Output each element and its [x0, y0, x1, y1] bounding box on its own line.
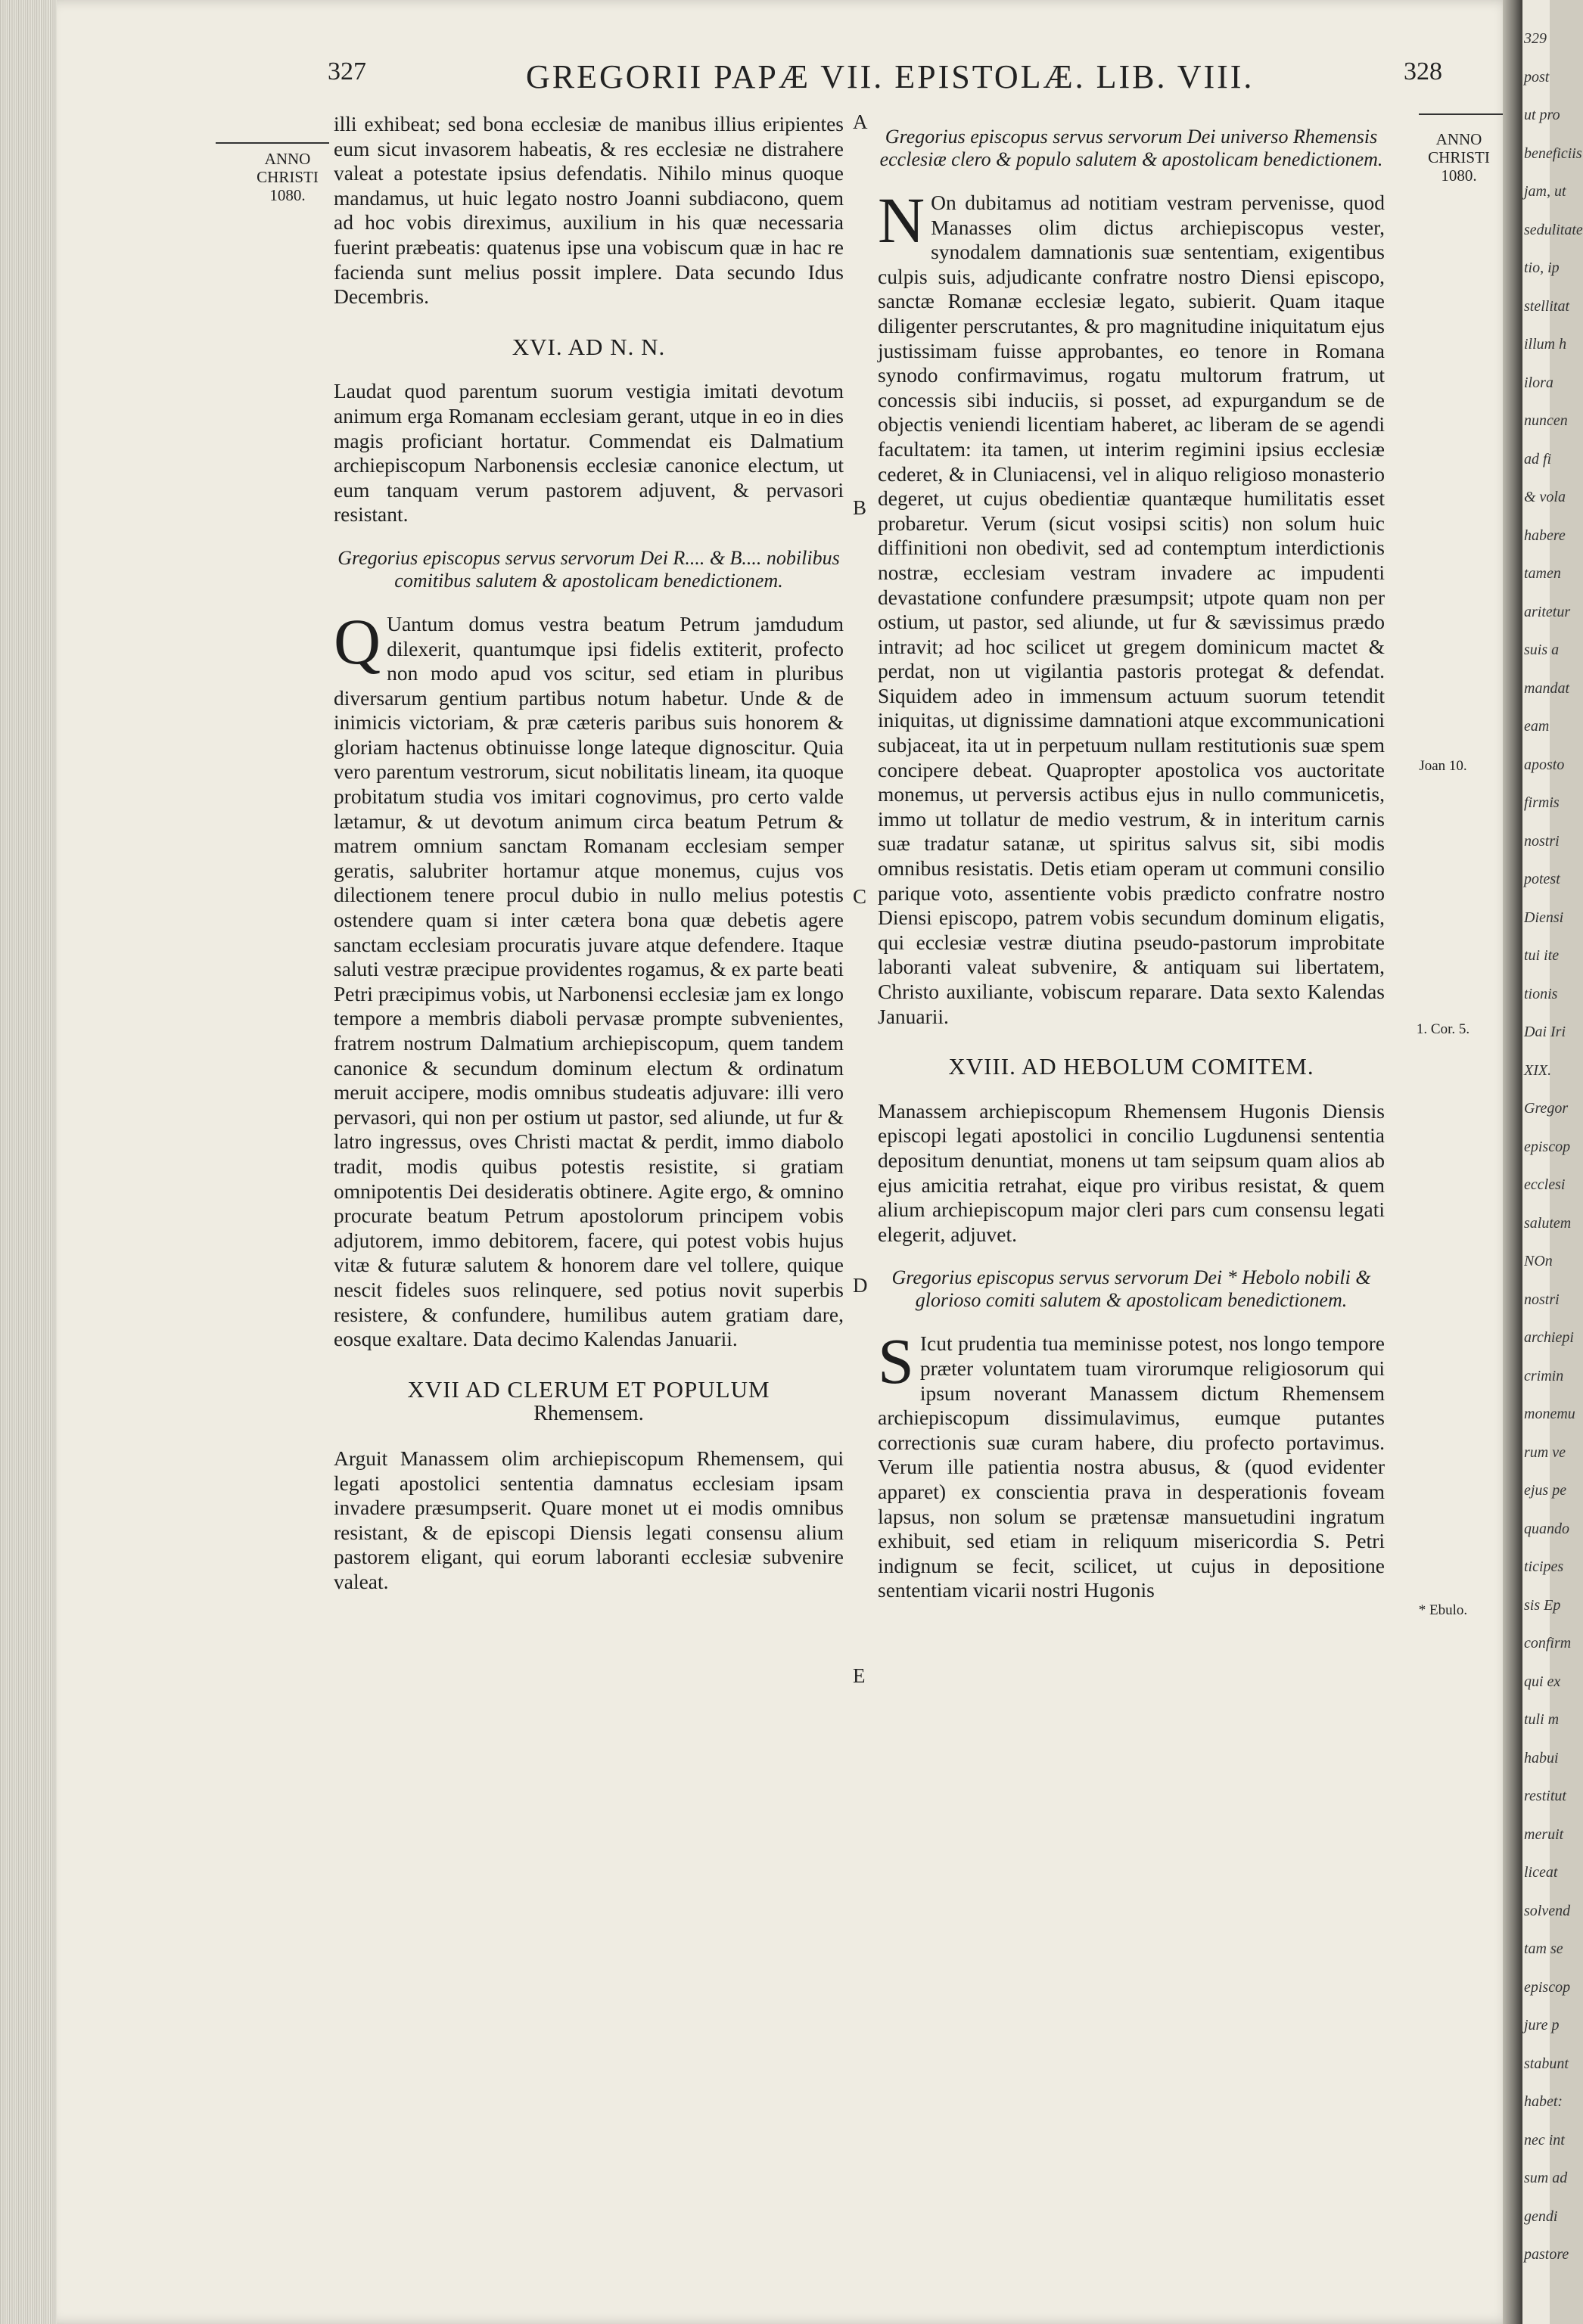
- next-page-fragment: NOn: [1524, 1253, 1553, 1270]
- next-page-fragment: liceat: [1524, 1864, 1558, 1881]
- next-page-fragment: episcop: [1524, 1138, 1571, 1155]
- salutation-rubric-xviii: Gregorius episcopus servus servorum Dei * Hebolo nobili & glorioso comiti salutem & apostolicam benedictionem.: [891, 1266, 1371, 1312]
- section-marker-c: C: [853, 885, 867, 908]
- next-page-fragment: suis a: [1524, 642, 1560, 659]
- next-page-fragment: confirm: [1524, 1635, 1572, 1652]
- left-column-intro: illi exhibeat; sed bona ecclesiæ de manibus illius eripientes eum sicut invasorem habeatis, & res ecclesiæ ne distrahere valeat a potestate ipsius defendatis. Nihilo minus quoque mandamus, ut huic legato nostro Joanni subdiacono, quem ad hoc vobis direximus, auxilium in his quæ necessaria fuerint præbeatis: quatenus ipse una vobiscum quæ in hac re facienda sunt melius possit implere. Data secundo Idus Decembris.: [334, 112, 844, 309]
- next-page-fragment: nuncen: [1524, 412, 1568, 430]
- next-page-fragment: gendi: [1524, 2207, 1558, 2225]
- next-page-fragment: restitut: [1524, 1788, 1566, 1805]
- next-page-fragment: ilora: [1524, 374, 1553, 391]
- section-heading-xvii-title: XVII AD CLERUM ET POPULUM: [407, 1375, 770, 1403]
- next-page-fragment: tamen: [1524, 565, 1561, 583]
- next-page-fragment: jure p: [1524, 2017, 1560, 2034]
- next-page-fragment: 329: [1524, 30, 1547, 47]
- next-page-fragment: Dai Iri: [1524, 1024, 1566, 1041]
- section-heading-xvii: [334, 1375, 844, 1427]
- next-page-fragment: qui ex: [1524, 1673, 1561, 1690]
- next-page-fragment: tio, ip: [1524, 259, 1560, 277]
- next-page-fragment: crimin: [1524, 1367, 1564, 1384]
- next-page-fragment: stabunt: [1524, 2055, 1569, 2072]
- left-column: [334, 112, 844, 1614]
- next-page-fragment: nec int: [1524, 2131, 1565, 2148]
- next-page-fragment: illum h: [1524, 336, 1567, 353]
- margin-reference-joan: Joan 10.: [1419, 758, 1467, 774]
- next-page-fragment: nostri: [1524, 832, 1560, 850]
- next-page-fragment: ejus pe: [1524, 1482, 1567, 1499]
- next-page-fragment: beneficiis: [1524, 144, 1582, 162]
- next-page-fragment: aposto: [1524, 756, 1565, 773]
- next-page-fragment: eam: [1524, 718, 1550, 735]
- margin-reference-ebulo: * Ebulo.: [1418, 1602, 1468, 1618]
- next-page-fragment: episcop: [1524, 1978, 1571, 1996]
- running-title: GREGORII PAPÆ VII. EPISTOLÆ. LIB. VIII.: [526, 58, 1255, 95]
- section-marker-a: A: [853, 110, 868, 133]
- next-page-fragment: ecclesi: [1524, 1176, 1566, 1194]
- right-column: [878, 112, 1385, 1603]
- next-page-fragment: habere: [1524, 527, 1566, 544]
- next-page-fragment: salutem: [1524, 1214, 1572, 1232]
- next-page-fragment: tam se: [1524, 1940, 1563, 1958]
- next-page-fragment: firmis: [1524, 794, 1560, 812]
- next-page-fragment: meruit: [1524, 1825, 1564, 1843]
- next-page-fragment: archiepi: [1524, 1329, 1574, 1347]
- next-page-fragment: sedulitate: [1524, 221, 1583, 238]
- section-summary-xvii: Arguit Manassem olim archiepiscopum Rhemensem, qui legati apostolici sententia damnatus ecclesiam ipsam invadere præsumpserit. Quare monet ut ei modis omnibus resistant, & de episcopi Diensis legati consensu alium pastorem eligant, qui eorum laboranti ecclesiæ subvenire valeat.: [334, 1446, 844, 1593]
- left-margin-year-note: ANNO CHRISTI 1080.: [257, 150, 319, 204]
- next-page-fragment: pastore: [1524, 2246, 1569, 2263]
- letter-body-xvi: QUantum domus vestra beatum Petrum jamdudum dilexerit, quantumque ipsi fidelis extiterit, profecto non modo apud vos scitur, sed etiam in pluribus diversarum gentium partibus notum habetur. Unde & de inimicis victoriam, & præ cæteris paribus suis honorem & gloriam hactenus obtinuisse longe lateque dignoscitur. Quia vero parentum vestrorum, sicut nobilitatis lineam, ita quoque probitatum studia vos imitari cognovimus, pro certo valde lætamur, & ut devotum animum circa beatum Petrum & matrem omnium sanctam Romanam ecclesiam semper geratis, salubriter hortamur atque monemus, cujus vos dilectionem tenere procul dubio in nullo melius potestis ostendere quam si inter cætera bona quæ debetis agere sanctam ecclesiam procuratis juvare atque defendere. Itaque saluti vestræ præcipue providentes rogamus, & ex parte beati Petri præcipimus vobis, ut Narbonensi ecclesiæ jam ex longo tempore a membris diaboli pervasæ prompte subvenientes, fratrem nostrum Dalmatium archiepiscopum, quem tandem canonice & secundum dominum electum & ordinatum meruit accipere, modis omnibus studeatis adjuvare: illi vero pervasori, qui non per ostium ut pastor, sed aliunde, ut fur & latro ingressus, oves Christi mactat & perdit, immo diabolo tradit, modis quibus potestis resistite, si gratiam omnipotentis Dei desideratis obtinere. Agite ergo, & omnino procurate beatum Petrum apostolorum principem vobis adjutorem, immo debitorem, facere, qui potest vobis hujus vitæ & futuræ salutem & honorem dare vel tollere, quique nescit fideles suos relinquere, sed potius novit superbis resistere, & confundere, humilibus autem gratiam dare, eosque exaltare. Data decimo Kalendas Januarii.: [334, 604, 844, 1351]
- page-number-right: 328: [1404, 57, 1442, 85]
- letter-body-xvii: NOn dubitamus ad notitiam vestram pervenisse, quod Manasses olim dictus archiepiscopus vester, synodalem damnationis suæ sententiam, exigentibus culpis suis, adjudicante confratre nostro Diensi episcopo, sanctæ Romanæ ecclesiæ legato, subierit. Quam itaque diligenter perscrutantes, & pro magnitudine iniquitatum ejus justissimam fuisse approbantes, eo tenore in Romana synodo confirmavimus, rogatu multorum fratrum, ut concessis sibi induciis, si posset, ad expurgandum se de objectis veniendi licentiam haberet, ac liberam de se agendi facultatem: ita tamen, ut interim regimini ipsius ecclesiæ cederet, & in Cluniacensi, vel in aliquo religioso monasterio degeret, ut cujus obedientiæ quantæque humilitatis esset probaretur. Verum (sicut vosipsi scitis) non solum huic diffinitioni non obedivit, sed ad contemptum interdictionis nostræ, ecclesiam vestram invadere ac impudenti devastatione confundere præsumpsit; utpote quam non per ostium, ut pastor, sed aliunde, ut fur & sævissimus prædo intravit; ad hoc scilicet ut gregem dominicum mactet & perdat, non ut vigilantia pastoris protegat & defendat. Siquidem adeo in immensum actuum suorum tetendit iniquitas, ut dignissime damnationi atque excommunicationi subjaceat, ita ut in perpetuum nullam restitutionis suæ spem concipere debeat. Quapropter apostolica vos auctoritate monemus, ut perversis actibus ejus in nullo communicetis, immo ut tollatur de medio vestrum, & in interitum carnis suæ tradatur satanæ, ut spiritus salvus sit, sibi modis omnibus resistatis. Detis etiam operam ut communi consilio parique voto, assentiente vobis prædicto confratre nostro Diensi episcopo, patrem vobis secundum dominum eligatis, qui ecclesiæ vestræ diutina pseudo-pastorum improbitate laboranti valeat subvenire, & antiquam sui libertatem, Christo auxiliante, vobiscum reparare. Data sexto Kalendas Januarii.: [878, 184, 1385, 1028]
- next-page-fragment: solvend: [1524, 1902, 1571, 1919]
- margin-reference-cor: 1. Cor. 5.: [1416, 1021, 1470, 1037]
- salutation-rubric-xvii: Gregorius episcopus servus servorum Dei universo Rhemensis ecclesiæ clero & populo salutem & apostolicam benedictionem.: [879, 126, 1383, 170]
- next-page-fragment: jam, ut: [1524, 183, 1566, 200]
- book-page: [57, 0, 1513, 2324]
- next-page-fragment: tionis: [1524, 985, 1558, 1002]
- section-marker-e: E: [853, 1664, 866, 1687]
- next-page-fragment: sis Ep: [1524, 1596, 1561, 1614]
- next-page-fragment: rum ve: [1524, 1443, 1566, 1461]
- section-marker-d: D: [853, 1274, 868, 1297]
- section-heading-xviii: XVIII. AD HEBOLUM COMITEM.: [948, 1053, 1314, 1080]
- right-margin-year-note: ANNO CHRISTI 1080.: [1428, 130, 1490, 185]
- next-page-fragment: monemu: [1524, 1406, 1575, 1423]
- section-heading-xvi: XVI. AD N. N.: [512, 333, 666, 360]
- section-summary-xviii: Manassem archiepiscopum Rhemensem Hugonis Diensis episcopi legati apostolici in concilio Lugdunensi sententia depositum denuntiat, monens ut tam seipsum quam alios ab ejus amicitia retrahat, eique pro viribus resistat, & quem alium archiepiscopum major cleri pars cum consensu legati elegerit, adjuvet.: [878, 1098, 1385, 1246]
- next-page-fragment: stellitat: [1524, 297, 1569, 315]
- next-page-fragment: ticipes: [1524, 1558, 1564, 1576]
- next-page-fragment: aritetur: [1524, 603, 1571, 620]
- salutation-rubric-xvi: Gregorius episcopus servus servorum Dei R.... & B.... nobilibus comitibus salutem & apostolicam benedictionem.: [337, 546, 840, 592]
- section-marker-b: B: [853, 496, 867, 519]
- book-gutter: [1503, 0, 1522, 2324]
- next-page-fragment: post: [1524, 68, 1550, 85]
- page-number-left: 327: [328, 57, 366, 85]
- next-page-fragment: tuli m: [1524, 1711, 1560, 1729]
- next-page-fragment: habet:: [1524, 2093, 1563, 2111]
- next-page-fragment: & vola: [1524, 489, 1566, 506]
- next-page-fragment: quando: [1524, 1520, 1569, 1537]
- next-page-fragment: Gregor: [1524, 1100, 1569, 1117]
- left-year-rule: [216, 142, 329, 144]
- next-page-fragment: nostri: [1524, 1291, 1560, 1308]
- next-page-fragment: ad fi: [1524, 450, 1552, 468]
- next-page-edge: [1522, 0, 1583, 2324]
- next-page-fragment: mandat: [1524, 679, 1569, 697]
- section-heading-xvii-subtitle: Rhemensem.: [533, 1402, 644, 1426]
- next-page-fragment: tui ite: [1524, 947, 1560, 965]
- next-page-fragment: Diensi: [1524, 909, 1564, 926]
- letter-body-xviii: SIcut prudentia tua meminisse potest, nos longo tempore præter voluntatem tuam virorumque religiosorum qui ipsum noverant Manassem dictum Rhemensem archiepiscopum dissimulavimus, eumque putantes correctionis suæ curam habere, diu profecto portavimus. Verum ille patientia nostra abusus, & (quod evidenter apparet) ex conscientia prava in desperationis foveam lapsus, non solum se prætensæ mansuetudini ingratum exhibuit, sed etiam in reliquum misericordia S. Petri indignum se fecit, scilicet, ut cujus in depositione sententiam vicarii nostri Hugonis: [878, 1325, 1385, 1602]
- next-page-fragment: habui: [1524, 1749, 1559, 1766]
- page-stack-edge: [0, 0, 57, 2324]
- section-summary-xvi: Laudat quod parentum suorum vestigia imitati devotum animum erga Romanam ecclesiam gerant, utque in eo in dies magis proficiant hortatur. Commendat eis Dalmatium archiepiscopum Narbonensis ecclesiæ canonice electum, ut eum tanquam verum pastorem adjuvent, & pervasori resistant.: [334, 379, 844, 527]
- next-page-fragment: sum ad: [1524, 2170, 1568, 2187]
- next-page-fragment: potest: [1524, 871, 1560, 888]
- next-page-fragment: XIX.: [1524, 1061, 1552, 1079]
- next-page-fragment: ut pro: [1524, 107, 1560, 124]
